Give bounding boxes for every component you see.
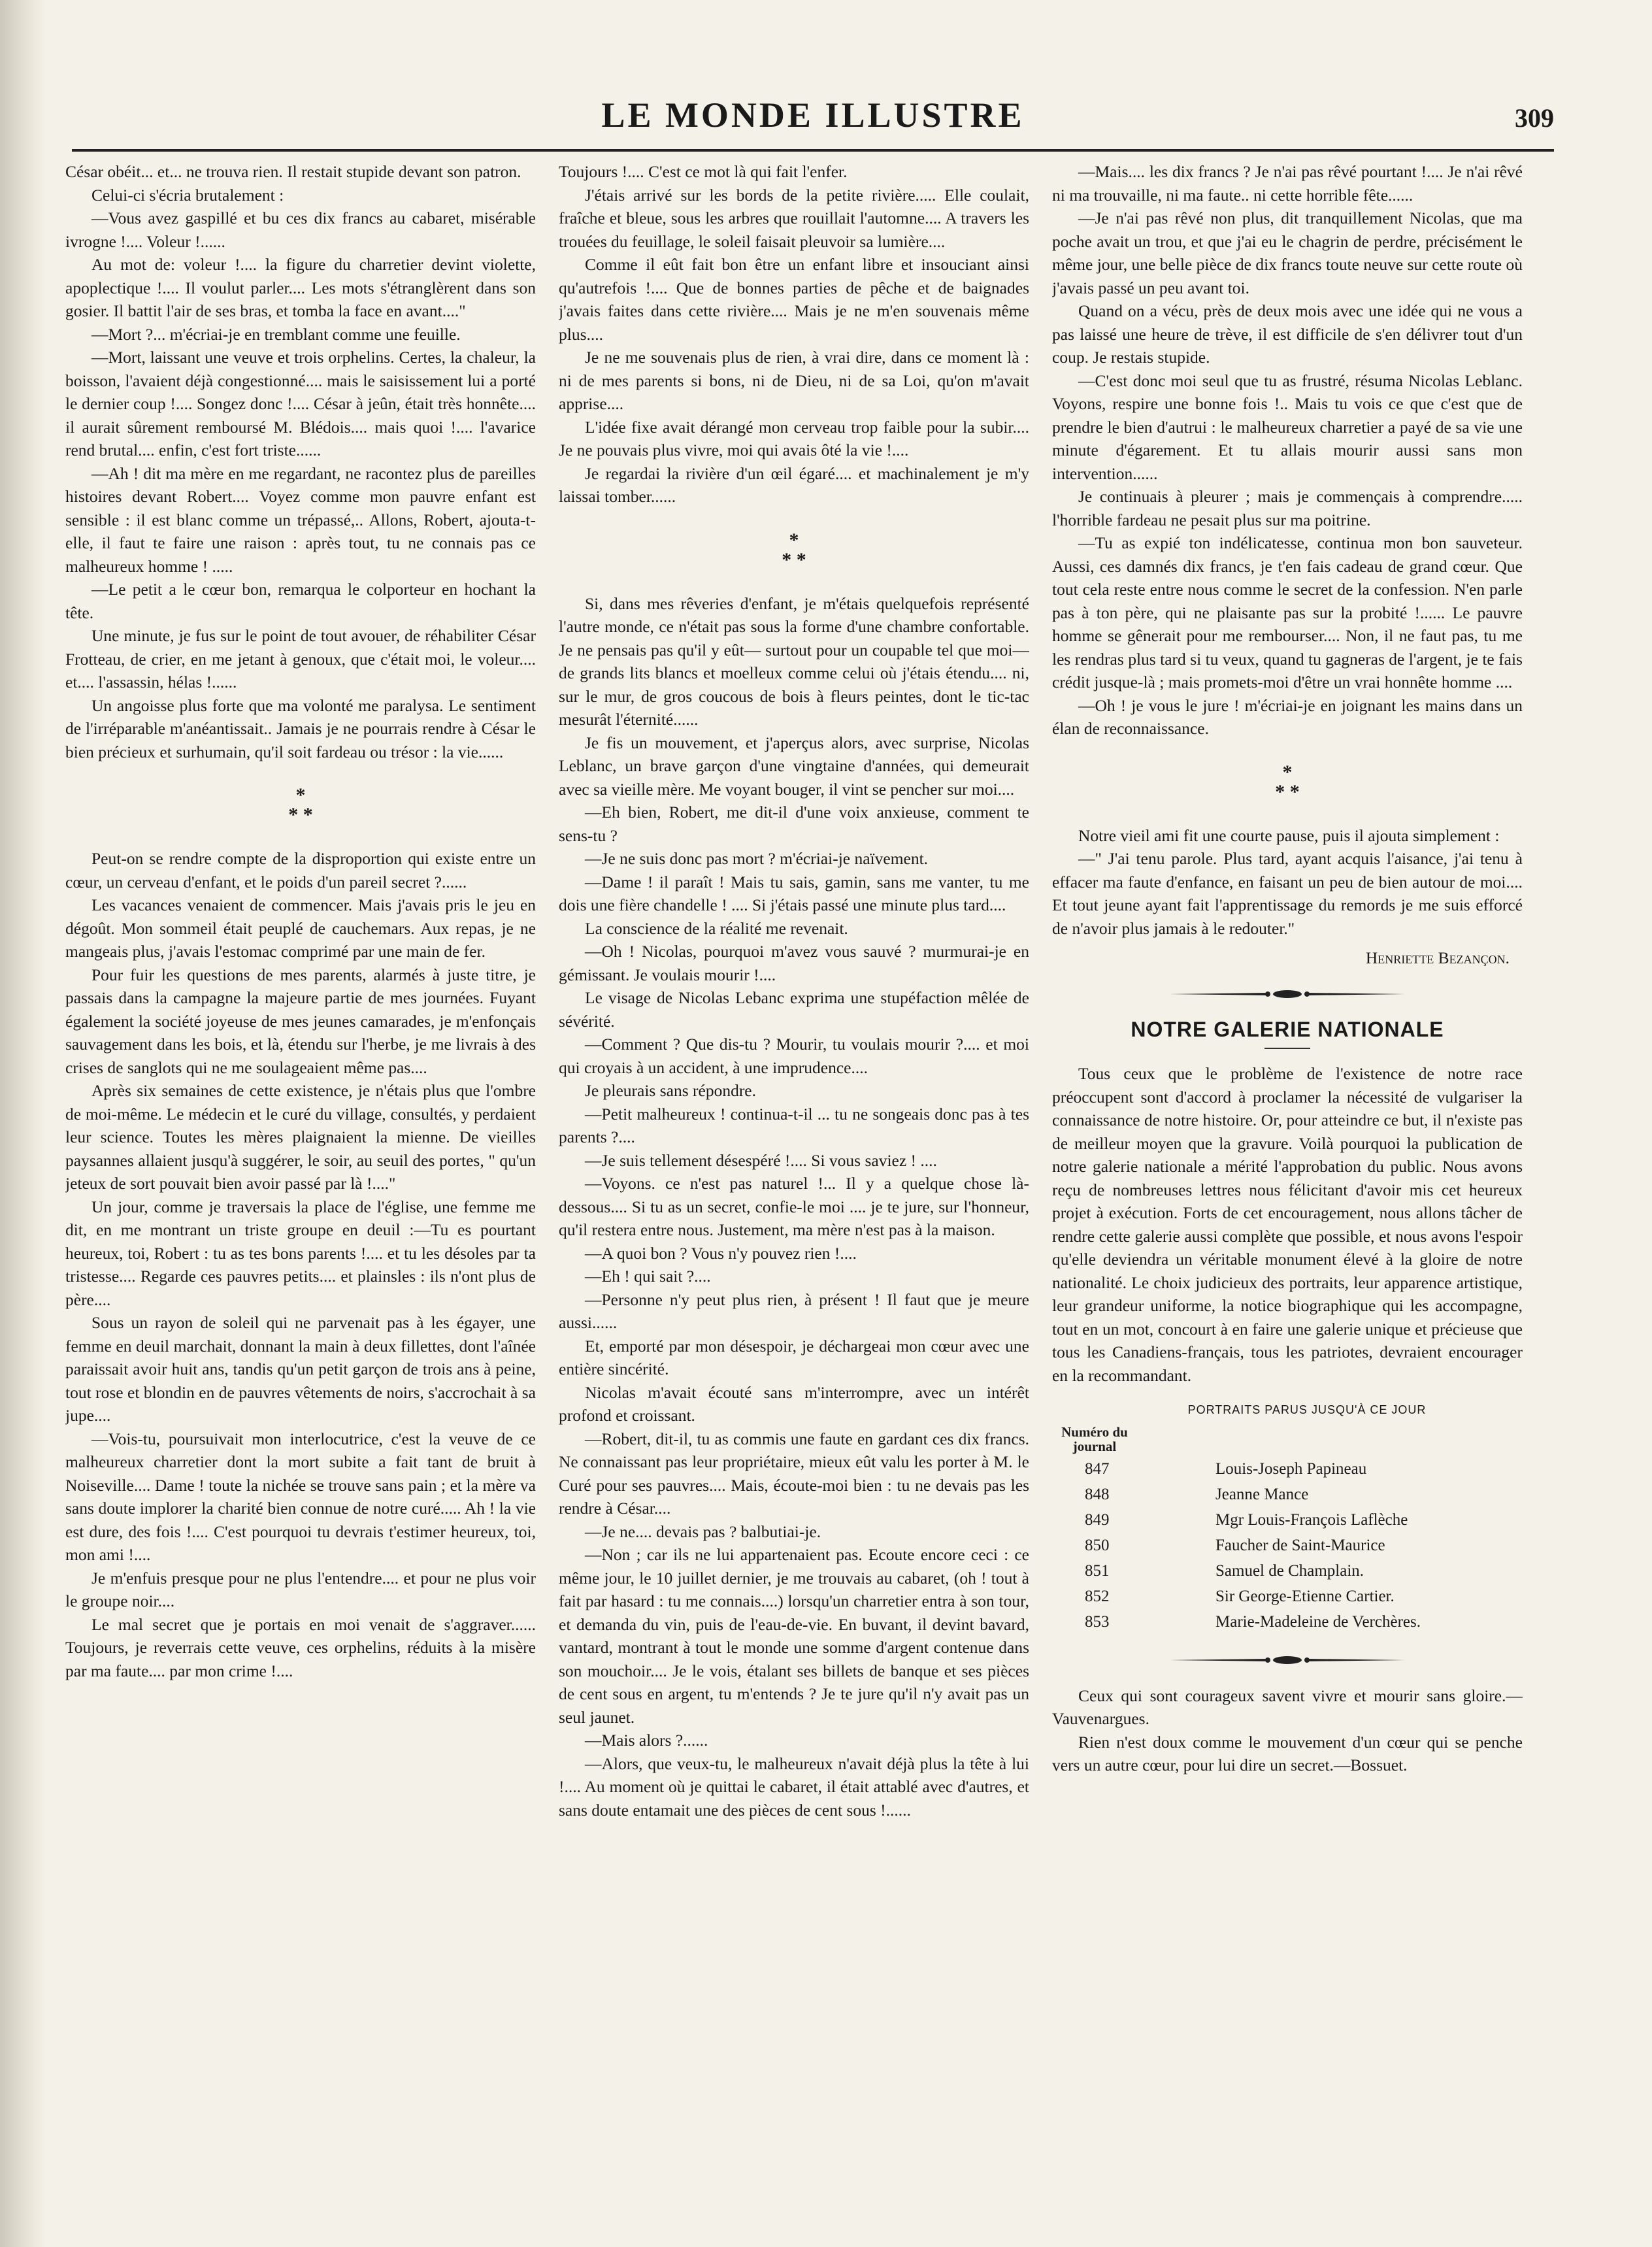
portrait-number: 851 bbox=[1085, 1561, 1110, 1580]
quote-bossuet: Rien n'est doux comme le mouvement d'un cœur qui se penche vers un autre cœur, pour lui dire un secret.—Bossuet. bbox=[1052, 1732, 1523, 1774]
paragraph: Comme il eût fait bon être un enfant libre et insouciant ainsi qu'autrefois !.... Que de bonnes parties de pêche et de baignades j'avais faites dans cette rivière.... Mais je ne m'en souvenais même plus.... bbox=[559, 255, 1029, 344]
page-edge-shadow bbox=[0, 0, 46, 2247]
paragraph: —Vous avez gaspillé et bu ces dix francs au cabaret, misérable ivrogne !.... Voleur !...... bbox=[65, 208, 536, 251]
paragraph: Quand on a vécu, près de deux mois avec une idée qui ne vous a pas laissé une heure de trève, il est difficile de s'en délivrer tout d'un coup. Je restais stupide. bbox=[1052, 301, 1523, 367]
page-header bbox=[72, 95, 1554, 147]
paragraph: Je continuais à pleurer ; mais je commençais à comprendre..... l'horrible fardeau ne pesait plus sur ma poitrine. bbox=[1052, 487, 1523, 529]
paragraph: —Je n'ai pas rêvé non plus, dit tranquillement Nicolas, que ma poche avait un trou, et que j'ai eu le chagrin de perdre, précisément le même jour, une belle pièce de dix francs toute neuve sur cette route où j'avais passé un peu avant toi. bbox=[1052, 208, 1523, 297]
paragraph: Je ne me souvenais plus de rien, à vrai dire, dans ce moment là : ni de mes parents si bons, ni de Dieu, ni de sa Loi, qu'on m'avait apprise.... bbox=[559, 348, 1029, 413]
paragraph: L'idée fixe avait dérangé mon cerveau trop faible pour la subir.... Je ne pouvais plus vivre, moi qui avais ôté la vie !.... bbox=[559, 417, 1029, 459]
paragraph: Un jour, comme je traversais la place de l'église, une femme me dit, en me montrant un triste groupe en deuil :—Tu es pourtant heureux, toi, Robert : tu as tes bons parents !.... et tu les désoles par ta tristesse.... Regarde ces pauvres petits.... et plainsles : ils n'ont plus de père.... bbox=[65, 1197, 536, 1309]
paragraph: Si, dans mes rêveries d'enfant, je m'étais quelquefois représenté l'autre monde, ce n'était pas sous la forme d'une chambre confortable. Je ne pensais pas qu'il y eût— surtout pour un coupable tel que moi— de grands lits blancs et moelleux comme celui où j'étais étendu.... ni, sur le mur, de gros coucous de bois à fleurs peintes, dont le tic-tac mesurât l'éternité...... bbox=[559, 593, 1029, 729]
ornament-divider-2 bbox=[1170, 1656, 1405, 1665]
paragraph: Je pleurais sans répondre. bbox=[585, 1081, 756, 1100]
paragraph: —Eh bien, Robert, me dit-il d'une voix anxieuse, comment te sens-tu ? bbox=[559, 803, 1029, 845]
quote-vauvenargues: Ceux qui sont courageux savent vivre et mourir sans gloire.—Vauvenargues. bbox=[1052, 1686, 1523, 1728]
paragraph: Je m'enfuis presque pour ne plus l'entendre.... et pour ne plus voir le groupe noir.... bbox=[65, 1568, 536, 1610]
paragraph: J'étais arrivé sur les bords de la petite rivière..... Elle coulait, fraîche et bleue, sous les arbres que rouillait l'automne.... A travers les trouées du feuillage, le soleil faisait pleuvoir sa lumière.... bbox=[559, 185, 1029, 251]
paragraph: —Je ne suis donc pas mort ? m'écriai-je naïvement. bbox=[585, 849, 929, 868]
paragraph: —Comment ? Que dis-tu ? Mourir, tu voulais mourir ?.... et moi qui croyais à un accident, à une imprudence.... bbox=[559, 1035, 1029, 1077]
masthead: LE MONDE ILLUSTRE bbox=[601, 95, 1025, 135]
paragraph: Sous un rayon de soleil qui ne parvenait pas à les égayer, une femme en deuil marchait, donnant la main à deux fillettes, dont l'aînée paraissait avoir huit ans, tandis qu'un petit garçon de trois ans à peine, tout rose et blondin en de pauvres vêtements de noirs, s'accrochait à sa jupe.... bbox=[65, 1313, 536, 1425]
paragraph: Celui-ci s'écria brutalement : bbox=[91, 185, 284, 205]
paragraph: —Mais alors ?...... bbox=[585, 1731, 708, 1750]
portrait-number: 852 bbox=[1085, 1587, 1110, 1605]
portrait-name: Faucher de Saint-Maurice bbox=[1215, 1536, 1385, 1554]
asterism-divider: * * * bbox=[1275, 761, 1300, 803]
number-heading-line-1: Numéro du bbox=[1061, 1423, 1128, 1440]
header-rule bbox=[72, 149, 1554, 152]
ornament-divider bbox=[1170, 990, 1405, 999]
paragraph: —Dame ! il paraît ! Mais tu sais, gamin, sans me vanter, tu me dois une fière chandelle ! .... Si j'étais passé une minute plus tard.... bbox=[559, 872, 1029, 914]
portrait-row bbox=[1065, 1585, 1421, 1610]
paragraph: Et, emporté par mon désespoir, je déchargeai mon cœur avec une entière sincérité. bbox=[559, 1336, 1029, 1378]
paragraph: —Tu as expié ton indélicatesse, continua mon bon sauveteur. Aussi, ces damnés dix francs, je t'en fais cadeau de grand cœur. Que tout cela reste entre nous comme le secret de la confession. N'en parle pas à ton père, qui ne plaisante pas sur la probité !...... Le pauvre homme se gênerait pour me rembourser.... Non, il ne faut pas, tu me les rendras plus tard si tu veux, quand tu gagneras de l'argent, je te fais crédit jusque-là ; mais promets-moi d'être un vrai honnête homme .... bbox=[1052, 533, 1523, 691]
paragraph: —Vois-tu, poursuivait mon interlocutrice, c'est la veuve de ce malheureux charretier dont la mort subite a fait tant de bruit à Noiseville.... Dame ! toute la nichée se trouve sans pain ; et la mère va sans doute implorer la charité bien connue de notre curé..... Ah ! la vie est dure, des fois !.... C'est pourquoi tu devrais t'estimer heureux, toi, mon ami !.... bbox=[65, 1429, 536, 1564]
portrait-name: Sir George-Etienne Cartier. bbox=[1215, 1587, 1395, 1605]
paragraph: —Personne n'y peut plus rien, à présent ! Il faut que je meure aussi...... bbox=[559, 1290, 1029, 1332]
portrait-row bbox=[1065, 1610, 1421, 1636]
ornament-divider-icon bbox=[1170, 990, 1405, 999]
asterism-divider: * * * bbox=[288, 784, 313, 825]
portrait-name: Mgr Louis-François Laflèche bbox=[1215, 1510, 1408, 1529]
portrait-row bbox=[1065, 1508, 1421, 1534]
number-column-heading bbox=[1052, 1425, 1137, 1454]
paragraph: —" J'ai tenu parole. Plus tard, ayant acquis l'aisance, j'ai tenu à effacer ma faute d'enfance, en faisant un peu de bien autour de moi.... Et tout jeune ayant fait l'apprentissage du remords je me suis efforcé de n'avoir plus jamais à le redouter." bbox=[1052, 849, 1523, 938]
paragraph: La conscience de la réalité me revenait. bbox=[585, 918, 848, 938]
portrait-row bbox=[1065, 1457, 1421, 1483]
column-1 bbox=[65, 160, 536, 2136]
paragraph: —Je suis tellement désespéré !.... Si vous saviez ! .... bbox=[585, 1150, 937, 1170]
paragraph: Je fis un mouvement, et j'aperçus alors, avec surprise, Nicolas Leblanc, un brave garçon d'une vingtaine d'années, qui demeurait avec sa vieille mère. Me voyant bouger, il vint se pencher sur moi.... bbox=[559, 733, 1029, 799]
column-2 bbox=[559, 160, 1029, 2136]
portrait-name: Louis-Joseph Papineau bbox=[1215, 1459, 1367, 1478]
paragraph: —Oh ! je vous le jure ! m'écriai-je en joignant les mains dans un élan de reconnaissance. bbox=[1052, 695, 1523, 738]
galerie-paragraph: Tous ceux que le problème de l'existence de notre race préoccupent sont d'accord à proclamer la nécessité de vulgariser la connaissance de notre histoire. Or, pour atteindre ce but, il n'existe pas de meilleur moyen que la gravure. Voilà pourquoi la publication de notre galerie nationale a mérité l'approbation du public. Nous avons reçu de nombreuses lettres nous félicitant d'avoir mis cet heureux projet à exécution. Forts de cet encouragement, nous allons tâcher de rendre cette galerie aussi complète que possible, et nous avons l'espoir qu'elle deviendra un véritable monument élevé à la gloire de notre nationalité. Le choix judicieux des portraits, leur apparence artistique, leur grandeur uniforme, la notice biographique qui les accompagne, tout en un mot, concourt à en faire une galerie unique et précieuse que tous les Canadiens-français, tous les patriotes, devraient encourager en la recommandant. bbox=[1052, 1064, 1523, 1385]
paragraph: Notre vieil ami fit une courte pause, puis il ajouta simplement : bbox=[1078, 825, 1500, 845]
portrait-number: 849 bbox=[1085, 1510, 1110, 1529]
paragraph: Peut-on se rendre compte de la disproportion qui existe entre un cœur, un cerveau d'enfant, et le poids d'un pareil secret ?...... bbox=[65, 849, 536, 891]
paragraph: —Oh ! Nicolas, pourquoi m'avez vous sauvé ? murmurai-je en gémissant. Je voulais mourir !.... bbox=[559, 942, 1029, 984]
portrait-number: 850 bbox=[1085, 1536, 1110, 1554]
paragraph: Au mot de: voleur !.... la figure du charretier devint violette, apoplectique !.... Il voulut parler.... Les mots s'étranglèrent dans son gosier. Il battit l'air de ses bras, et tomba la face en avant...." bbox=[65, 255, 536, 320]
portraits-heading: PORTRAITS PARUS JUSQU'À CE JOUR bbox=[1187, 1403, 1427, 1416]
portrait-name: Jeanne Mance bbox=[1215, 1485, 1309, 1503]
number-heading-line-2: journal bbox=[1072, 1438, 1117, 1454]
page-number: 309 bbox=[1515, 103, 1554, 133]
paragraph: —Ah ! dit ma mère en me regardant, ne racontez plus de pareilles histoires devant Robert.... Voyez comme mon pauvre enfant est sensible : il est blanc comme un trépassé,.. Allons, Robert, ajouta-t-elle, il faut te faire une raison : après tout, tu ne connais pas ce malheureux homme ! ..... bbox=[65, 463, 536, 576]
paragraph: —Petit malheureux ! continua-t-il ... tu ne songeais donc pas à tes parents ?.... bbox=[559, 1104, 1029, 1146]
portrait-number: 853 bbox=[1085, 1612, 1110, 1631]
paragraph: Je regardai la rivière d'un œil égaré.... et machinalement je m'y laissai tomber...... bbox=[559, 463, 1029, 506]
author-signature: Henriette Bezançon. bbox=[1365, 948, 1510, 967]
portrait-name: Samuel de Champlain. bbox=[1215, 1561, 1364, 1580]
paragraph: Le mal secret que je portais en moi venait de s'aggraver...... Toujours, je reverrais cette veuve, ces orphelins, réduits à la misère par ma faute.... par mon crime !.... bbox=[65, 1614, 536, 1680]
paragraph: —Non ; car ils ne lui appartenaient pas. Ecoute encore ceci : ce même jour, le 10 juillet dernier, je me trouvais au cabaret, (oh ! tout à fait par hasard : tu me connais....) lorsqu'un charretier entra à son tour, et demanda du vin, puis de l'eau-de-vie. En buvant, il devint bavard, vantard, montrant à tout le monde une somme d'argent contenue dans son mouchoir.... Je le vois, étalant ses billets de banque et ses pièces de cent sous en argent, tu m'entends ? Je te jure qu'il n'y avait pas un seul jaunet. bbox=[559, 1545, 1029, 1727]
paragraph: —Je ne.... devais pas ? balbutiai-je. bbox=[585, 1522, 821, 1541]
asterism-divider: * * * bbox=[782, 529, 806, 571]
paragraph: Nicolas m'avait écouté sans m'interrompre, avec un intérêt profond et croissant. bbox=[559, 1382, 1029, 1425]
paragraph: Pour fuir les questions de mes parents, alarmés à juste titre, je passais dans la campagne la majeure partie de mes journées. Fuyant également la société joyeuse de mes jeunes camarades, je m'enfonçais sauvagement dans les bois, et là, étendu sur l'herbe, je me livrais à des crises de sanglots qui ne me soulageaient même pas.... bbox=[65, 965, 536, 1077]
paragraph: Les vacances venaient de commencer. Mais j'avais pris le jeu en dégoût. Mon sommeil était peuplé de cauchemars. Aux repas, je ne mangeais plus, j'avais l'estomac comprimé par une main de fer. bbox=[65, 895, 536, 961]
portrait-row bbox=[1065, 1559, 1421, 1585]
portrait-number: 848 bbox=[1085, 1485, 1110, 1503]
column-3 bbox=[1052, 160, 1523, 2136]
paragraph: —Mais.... les dix francs ? Je n'ai pas rêvé pourtant !.... Je n'ai rêvé ni ma trouvaille, ni ma faute.. ni cette horrible fête...... bbox=[1052, 162, 1523, 205]
portrait-row bbox=[1065, 1534, 1421, 1559]
portraits-table bbox=[1065, 1457, 1421, 1636]
paragraph: —Alors, que veux-tu, le malheureux n'avait déjà plus la tête à lui !.... Au moment où je quittai le cabaret, il était attablé avec d'autres, et sans doute entamait une des pièces de cent sous !...... bbox=[559, 1754, 1029, 1820]
section-title: NOTRE GALERIE NATIONALE bbox=[1131, 1017, 1444, 1041]
paragraph: —Le petit a le cœur bon, remarqua le colporteur en hochant la tête. bbox=[65, 580, 536, 622]
paragraph: —Mort ?... m'écriai-je en tremblant comme une feuille. bbox=[91, 324, 461, 344]
paragraph: Toujours !.... C'est ce mot là qui fait l'enfer. bbox=[559, 162, 848, 181]
paragraph: Après six semaines de cette existence, je n'étais plus que l'ombre de moi-même. Le médecin et le curé du village, consultés, y perdaient leur science. Toutes les mères plaignaient la mienne. De vieilles paysannes allaient jusqu'à suggérer, le soir, au seuil des portes, " qu'un jeteux de sort pouvait bien avoir passé par là !...." bbox=[65, 1081, 536, 1193]
paragraph: Un angoisse plus forte que ma volonté me paralysa. Le sentiment de l'irréparable m'anéantissait.. Jamais je ne pourrais rendre à César le bien précieux et surhumain, qu'il soit fardeau ou trésor : la vie...... bbox=[65, 695, 536, 761]
portrait-name: Marie-Madeleine de Verchères. bbox=[1215, 1612, 1421, 1631]
ornament-divider-icon bbox=[1170, 1656, 1405, 1665]
paragraph: —C'est donc moi seul que tu as frustré, résuma Nicolas Leblanc. Voyons, respire une bonne fois !.. Mais tu vois ce que c'est que de prendre le bien d'autrui : le malheureux charretier a payé de sa vie une minute d'égarement. Et tu allais mourir aussi sans mon intervention...... bbox=[1052, 371, 1523, 483]
title-rule bbox=[1264, 1048, 1310, 1049]
paragraph: —Robert, dit-il, tu as commis une faute en gardant ces dix francs. Ne connaissant pas leur propriétaire, mieux eût valu les porter à M. le Curé pour ses pauvres.... Mais, écoute-moi bien : tu ne devais pas les rendre à César.... bbox=[559, 1429, 1029, 1518]
paragraph: Le visage de Nicolas Lebanc exprima une stupéfaction mêlée de sévérité. bbox=[559, 988, 1029, 1031]
portrait-row bbox=[1065, 1483, 1421, 1508]
paragraph: —A quoi bon ? Vous n'y pouvez rien !.... bbox=[585, 1243, 857, 1263]
paragraph: César obéit... et... ne trouva rien. Il restait stupide devant son patron. bbox=[65, 162, 521, 181]
paragraph: —Mort, laissant une veuve et trois orphelins. Certes, la chaleur, la boisson, l'avaient déjà congestionné.... mais le saisissement lui a porté le dernier coup !.... Songez donc !.... César à jeûn, était très honnête.... il aurait sûrement remboursé M. Blédois.... mais quoi !.... l'avarice rend brutal.... enfin, c'est fort triste...... bbox=[65, 348, 536, 459]
paragraph: —Voyons. ce n'est pas naturel !... Il y a quelque chose là-dessous.... Si tu as un secret, confie-le moi .... je te jure, sur l'honneur, qu'il restera entre nous. Justement, ma mère n'est pas à la maison. bbox=[559, 1174, 1029, 1239]
paragraph: Une minute, je fus sur le point de tout avouer, de réhabiliter César Frotteau, de crier, en me jetant à genoux, que c'était moi, le voleur.... et.... l'assassin, hélas !...... bbox=[65, 626, 536, 691]
paragraph: —Eh ! qui sait ?.... bbox=[585, 1267, 711, 1286]
story-ending bbox=[1052, 160, 1523, 940]
portrait-number: 847 bbox=[1085, 1459, 1110, 1478]
